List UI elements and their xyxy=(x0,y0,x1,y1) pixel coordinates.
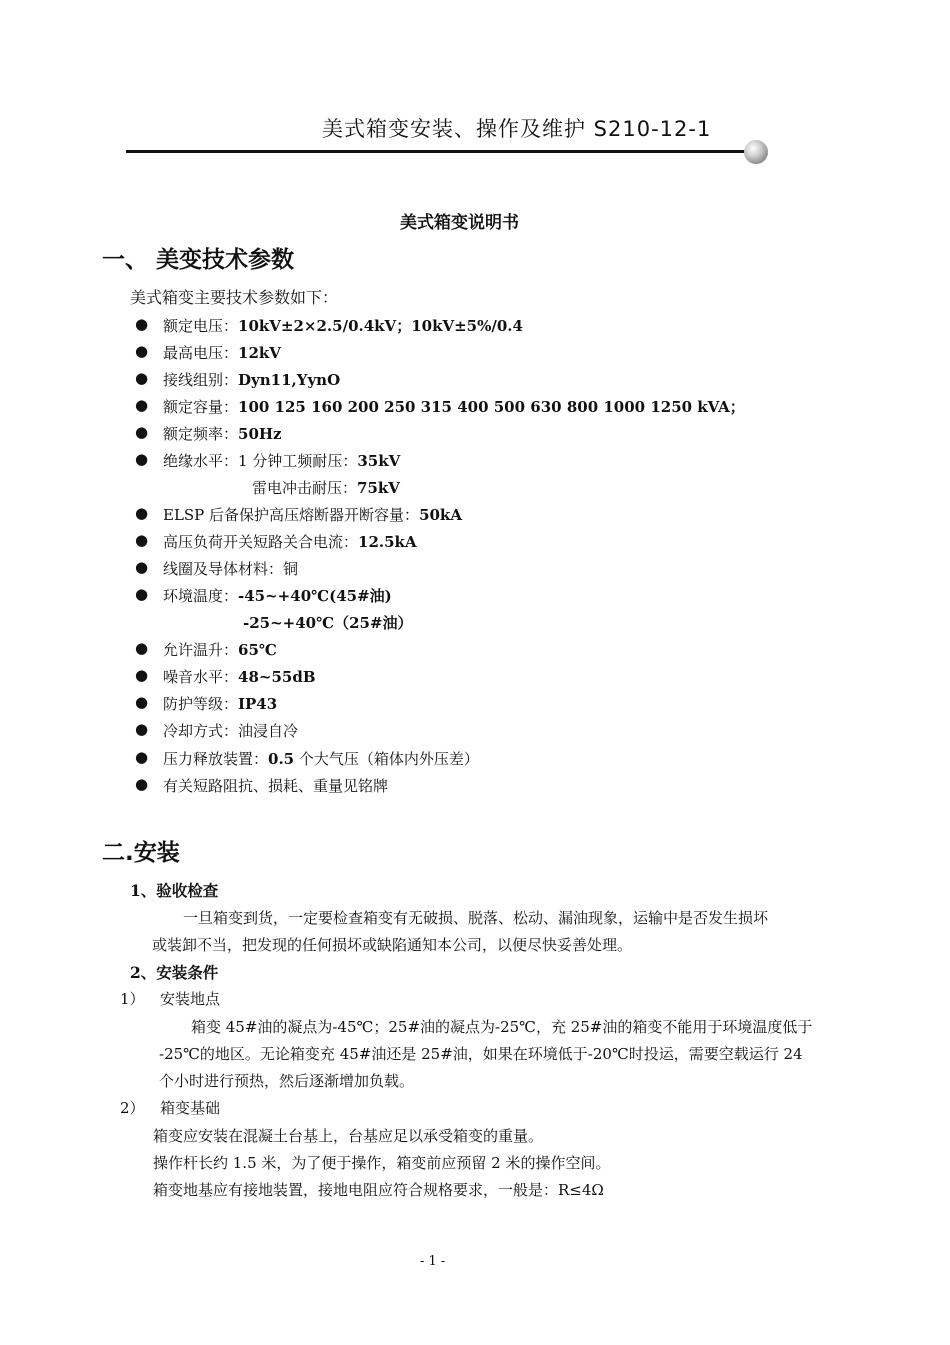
bullet-rated-voltage: ● 额定电压：10kV±2×2.5/0.4kV；10kV±5%/0.4 xyxy=(135,315,523,335)
item1-title: 安装地点 xyxy=(160,990,221,1008)
bullet-load-switch: ● 高压负荷开关短路关合电流：12.5kA xyxy=(135,531,417,551)
page-number: - 1 - xyxy=(420,1254,446,1269)
item1-number: 1） xyxy=(120,990,145,1008)
bullet-connection-group: ● 接线组别：Dyn11,YynO xyxy=(135,369,341,389)
item2-text-line2: 操作杆长约 1.5 米，为了便于操作，箱变前应预留 2 米的操作空间。 xyxy=(153,1154,611,1172)
acceptance-text-line2: 或装卸不当，把发现的任何损坏或缺陷通知本公司，以便尽快妥善处理。 xyxy=(152,936,633,954)
bullet-temp-rise: ● 允许温升：65℃ xyxy=(135,639,277,659)
bullet-insulation-level: ● 绝缘水平：1 分钟工频耐压：35kV xyxy=(135,450,401,470)
subsection-acceptance-title: 1、验收检查 xyxy=(130,881,219,900)
bullet-rated-capacity: ● 额定容量：100 125 160 200 250 315 400 500 630 800 1000 1250 kVA； xyxy=(135,396,745,416)
section2-heading: 二.安装 xyxy=(102,840,180,866)
bullet-ambient-temp-25: -25~+40℃（25#油） xyxy=(243,614,413,632)
section1-heading: 一、 美变技术参数 xyxy=(102,247,295,273)
bullet-max-voltage: ● 最高电压：12kV xyxy=(135,342,281,362)
bullet-lightning-impulse: 雷电冲击耐压：75kV xyxy=(252,479,400,497)
item2-text-line3: 箱变地基应有接地装置，接地电阻应符合规格要求，一般是：R≤4Ω xyxy=(153,1181,604,1199)
header-ball-ornament xyxy=(744,140,768,164)
item1-text-line3: 个小时进行预热，然后逐渐增加负载。 xyxy=(159,1072,415,1090)
document-title: 美式箱变说明书 xyxy=(400,213,519,233)
bullet-conductor-material: ● 线圈及导体材料：铜 xyxy=(135,558,299,578)
item2-text-line1: 箱变应安装在混凝土台基上，台基应足以承受箱变的重量。 xyxy=(153,1127,544,1145)
bullet-elsp-fuse: ● ELSP 后备保护高压熔断器开断容量：50kA xyxy=(135,504,462,524)
header-title: 美式箱变安装、操作及维护 S210-12-1 xyxy=(322,117,712,141)
bullet-cooling: ● 冷却方式：油浸自冷 xyxy=(135,720,299,740)
bullet-pressure-relief: ● 压力释放装置：0.5 个大气压（箱体内外压差） xyxy=(135,748,479,768)
bullet-protection-level: ● 防护等级：IP43 xyxy=(135,693,278,713)
item2-number: 2） xyxy=(120,1099,145,1117)
item2-title: 箱变基础 xyxy=(160,1099,221,1117)
bullet-ambient-temp: ● 环境温度：-45~+40℃(45#油) xyxy=(135,585,392,605)
acceptance-text-line1: 一旦箱变到货，一定要检查箱变有无破损、脱落、松动、漏油现象，运输中是否发生损坏 xyxy=(183,909,769,927)
bullet-noise-level: ● 噪音水平：48~55dB xyxy=(135,666,316,686)
header-rule xyxy=(126,150,754,153)
item1-text-line1: 箱变 45#油的凝点为-45℃；25#油的凝点为-25℃，充 25#油的箱变不能用于环境温度低于 xyxy=(191,1018,813,1036)
bullet-nameplate: ● 有关短路阻抗、损耗、重量见铭牌 xyxy=(135,775,389,795)
bullet-rated-frequency: ● 额定频率：50Hz xyxy=(135,423,282,443)
item1-text-line2: -25℃的地区。无论箱变充 45#油还是 25#油，如果在环境低于-20℃时投运，需要空载运行 24 xyxy=(159,1045,803,1063)
subsection-conditions-title: 2、安装条件 xyxy=(130,963,219,982)
section1-intro: 美式箱变主要技术参数如下： xyxy=(130,288,339,307)
